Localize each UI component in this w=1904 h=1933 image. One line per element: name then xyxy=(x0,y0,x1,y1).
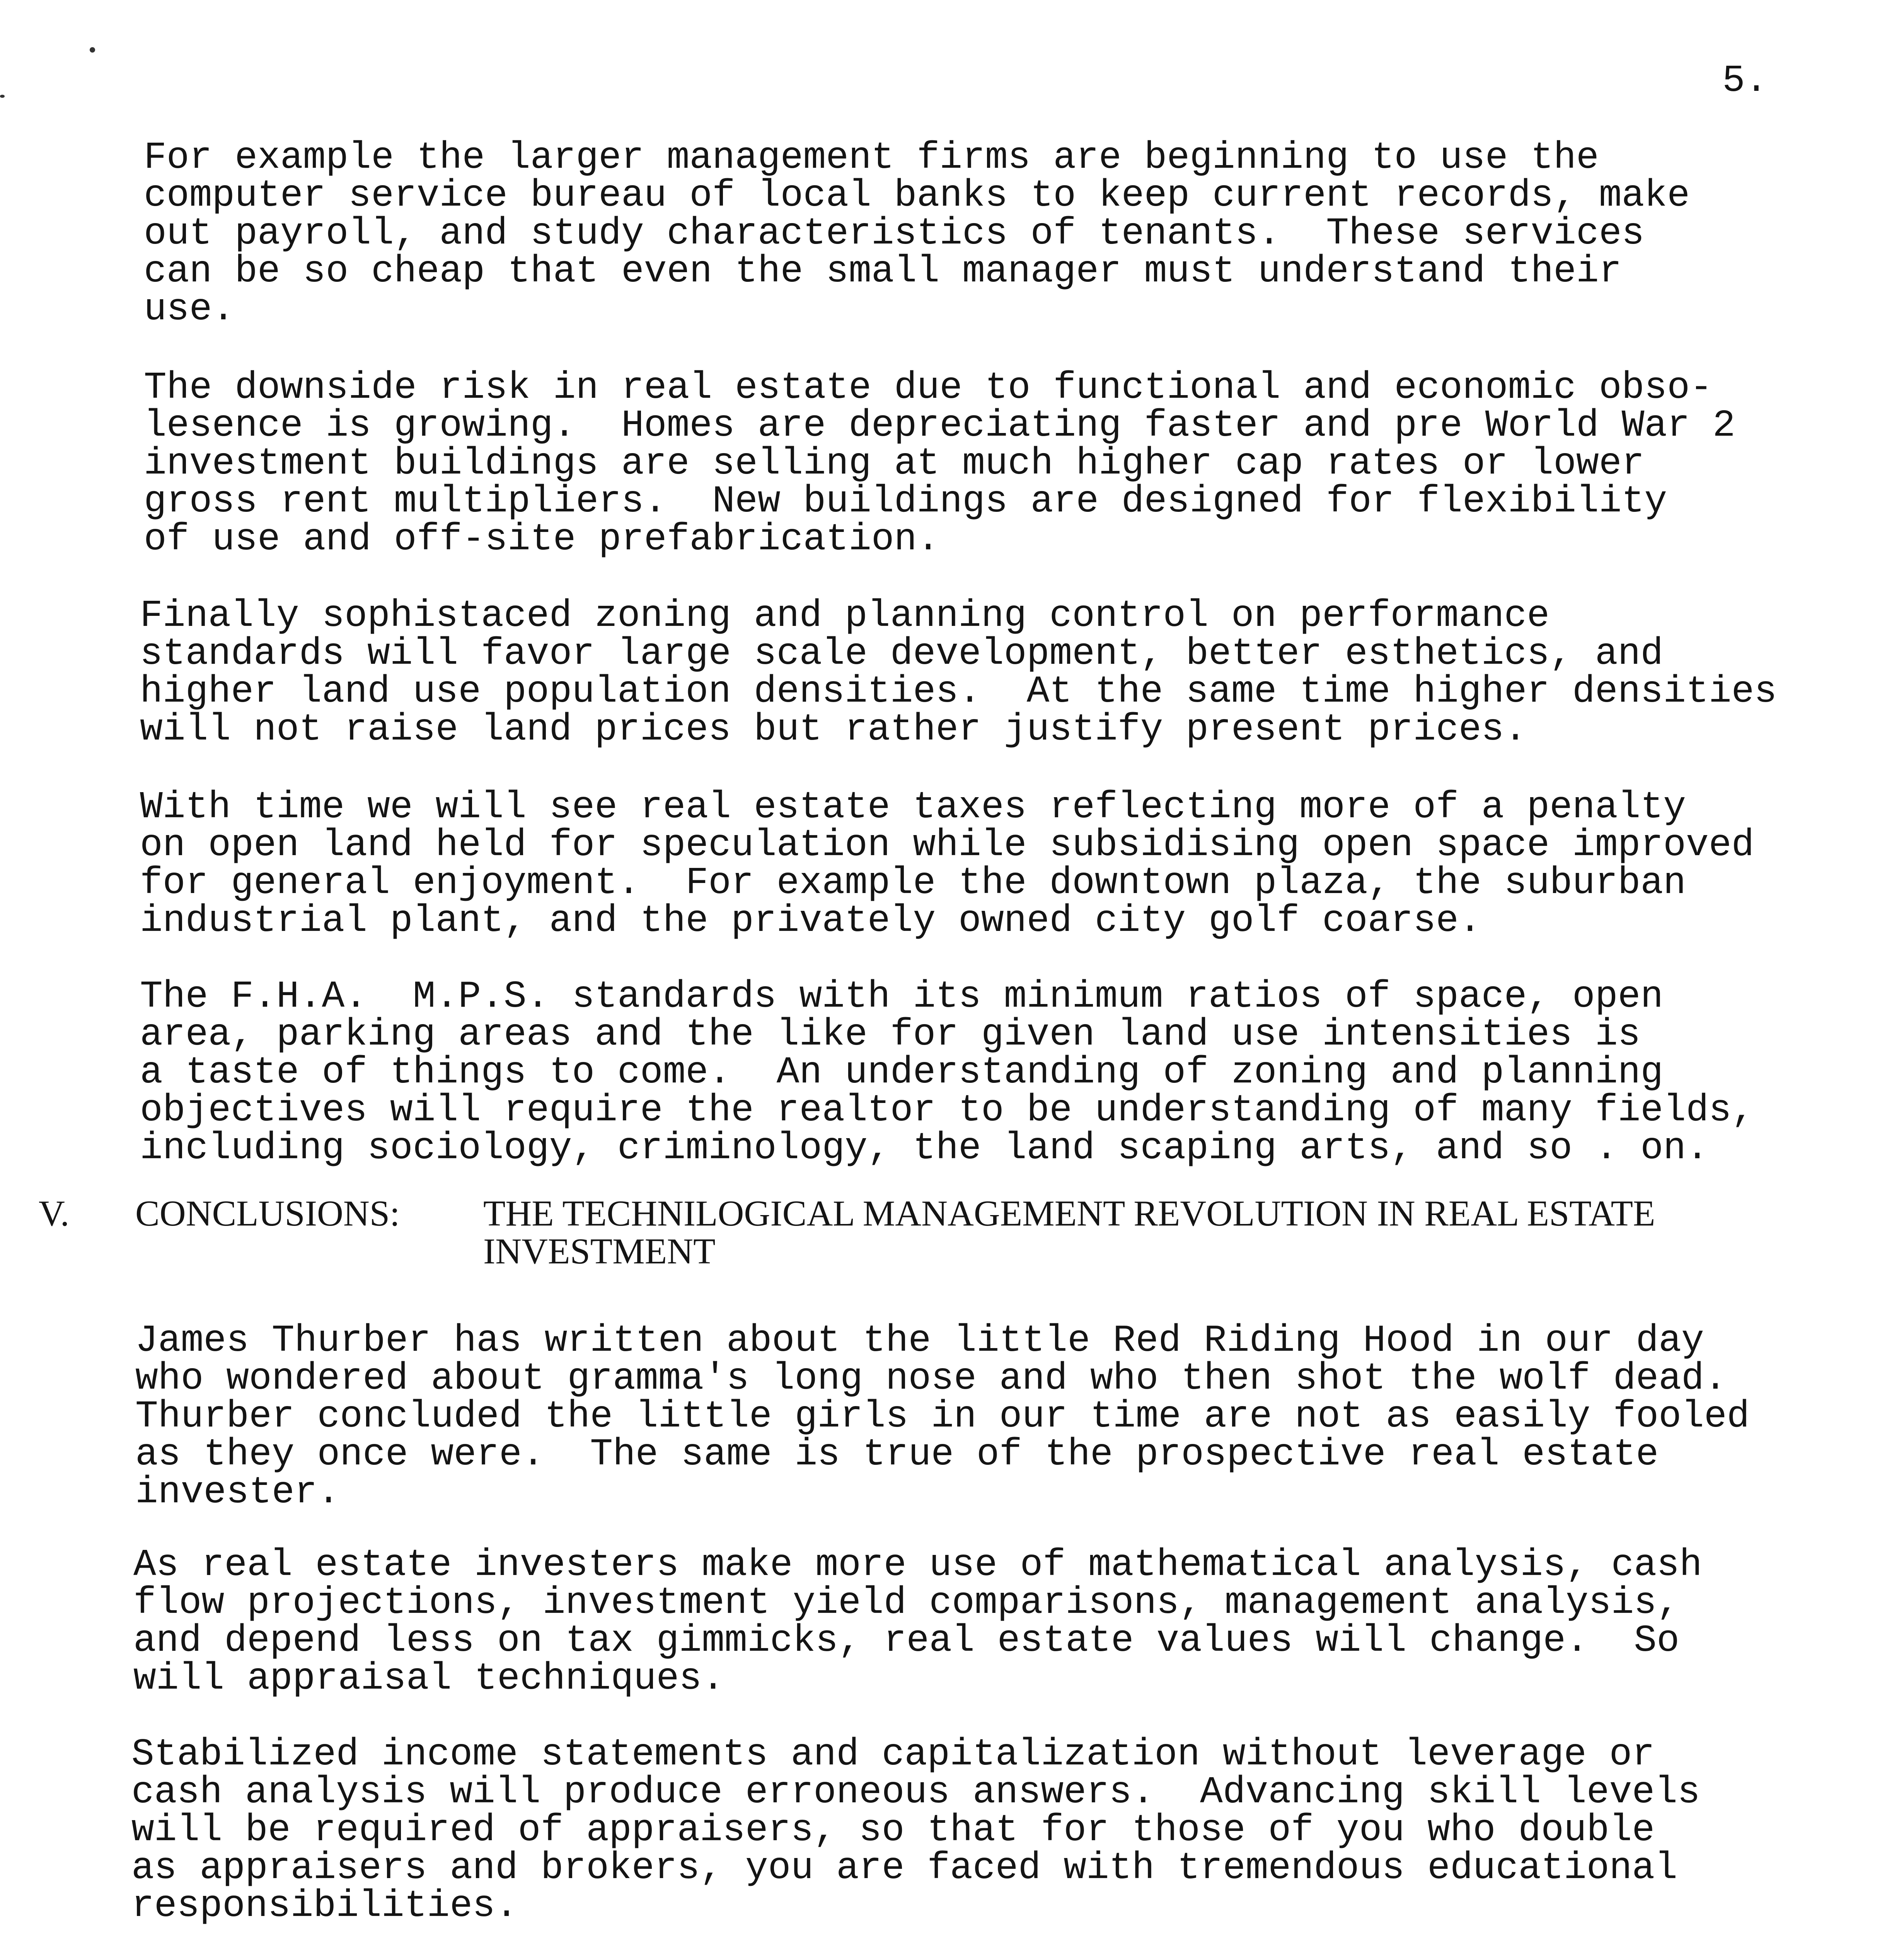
text-line: responsibilities. xyxy=(131,1885,518,1928)
paragraph xyxy=(144,366,1735,561)
text-line: lesence is growing. Homes are depreciating faster and pre World War 2 xyxy=(144,404,1735,447)
text-line: invester. xyxy=(135,1471,340,1514)
text-line: for general enjoyment. For example the downtown plaza, the suburban xyxy=(140,862,1686,905)
section-number: V. xyxy=(39,1193,70,1234)
section-title-line: THE TECHNILOGICAL MANAGEMENT REVOLUTION IN REAL ESTATE xyxy=(483,1193,1655,1234)
scan-speck xyxy=(0,95,5,98)
text-line: computer service bureau of local banks to keep current records, make xyxy=(144,174,1690,217)
text-line: industrial plant, and the privately owned city golf coarse. xyxy=(140,900,1481,943)
text-line: standards will favor large scale development, better esthetics, and xyxy=(140,632,1664,675)
text-line: With time we will see real estate taxes reflecting more of a penalty xyxy=(140,786,1686,829)
paragraph xyxy=(135,1319,1750,1514)
page-number: 5. xyxy=(1722,60,1768,102)
text-line: The F.H.A. M.P.S. standards with its minimum ratios of space, open xyxy=(140,975,1664,1018)
text-line: as appraisers and brokers, you are faced with tremendous educational xyxy=(131,1847,1678,1890)
text-line: will appraisal techniques. xyxy=(133,1657,725,1700)
paragraph xyxy=(140,975,1754,1170)
text-line: objectives will require the realtor to be understanding of many fields, xyxy=(140,1089,1754,1132)
paragraph xyxy=(133,1546,1702,1698)
text-line: can be so cheap that even the small manager must understand their xyxy=(144,250,1622,293)
text-line: use. xyxy=(144,288,235,331)
text-line: and depend less on tax gimmicks, real estate values will change. So xyxy=(133,1619,1680,1662)
section-label: CONCLUSIONS: xyxy=(135,1193,400,1234)
text-line: out payroll, and study characteristics of tenants. These services xyxy=(144,212,1645,255)
text-line: gross rent multipliers. New buildings are designed for flexibility xyxy=(144,480,1667,523)
text-line: will not raise land prices but rather justify present prices. xyxy=(140,708,1527,751)
text-line: will be required of appraisers, so that for those of you who double xyxy=(131,1809,1655,1852)
text-line: James Thurber has written about the little Red Riding Hood in our day xyxy=(135,1319,1704,1362)
text-line: including sociology, criminology, the land scaping arts, and so . on. xyxy=(140,1127,1709,1170)
text-line: area, parking areas and the like for given land use intensities is xyxy=(140,1013,1641,1056)
text-line: on open land held for speculation while subsidising open space improved xyxy=(140,824,1754,867)
text-line: Stabilized income statements and capitalization without leverage or xyxy=(131,1733,1655,1776)
paragraph xyxy=(140,786,1754,943)
text-line: of use and off-site prefabrication. xyxy=(144,518,940,561)
paragraph xyxy=(144,136,1690,331)
text-line: The downside risk in real estate due to functional and economic obso- xyxy=(144,366,1713,409)
text-line: Thurber concluded the little girls in our time are not as easily fooled xyxy=(135,1395,1750,1438)
text-line: As real estate investers make more use of mathematical analysis, cash xyxy=(133,1544,1702,1587)
scan-speck xyxy=(90,47,95,53)
text-line: higher land use population densities. At the same time higher densities xyxy=(140,670,1777,713)
text-line: investment buildings are selling at much higher cap rates or lower xyxy=(144,442,1645,485)
text-line: flow projections, investment yield comparisons, management analysis, xyxy=(133,1582,1680,1624)
section-title-line: INVESTMENT xyxy=(483,1231,716,1272)
text-line: who wondered about gramma's long nose and who then shot the wolf dead. xyxy=(135,1357,1727,1400)
text-line: a taste of things to come. An understanding of zoning and planning xyxy=(140,1051,1664,1094)
paragraph xyxy=(140,597,1777,749)
text-line: cash analysis will produce erroneous answers. Advancing skill levels xyxy=(131,1771,1700,1814)
text-line: For example the larger management firms are beginning to use the xyxy=(144,136,1599,179)
text-line: as they once were. The same is true of the prospective real estate xyxy=(135,1433,1659,1476)
paragraph xyxy=(131,1733,1700,1928)
text-line: Finally sophistaced zoning and planning control on performance xyxy=(140,595,1550,638)
